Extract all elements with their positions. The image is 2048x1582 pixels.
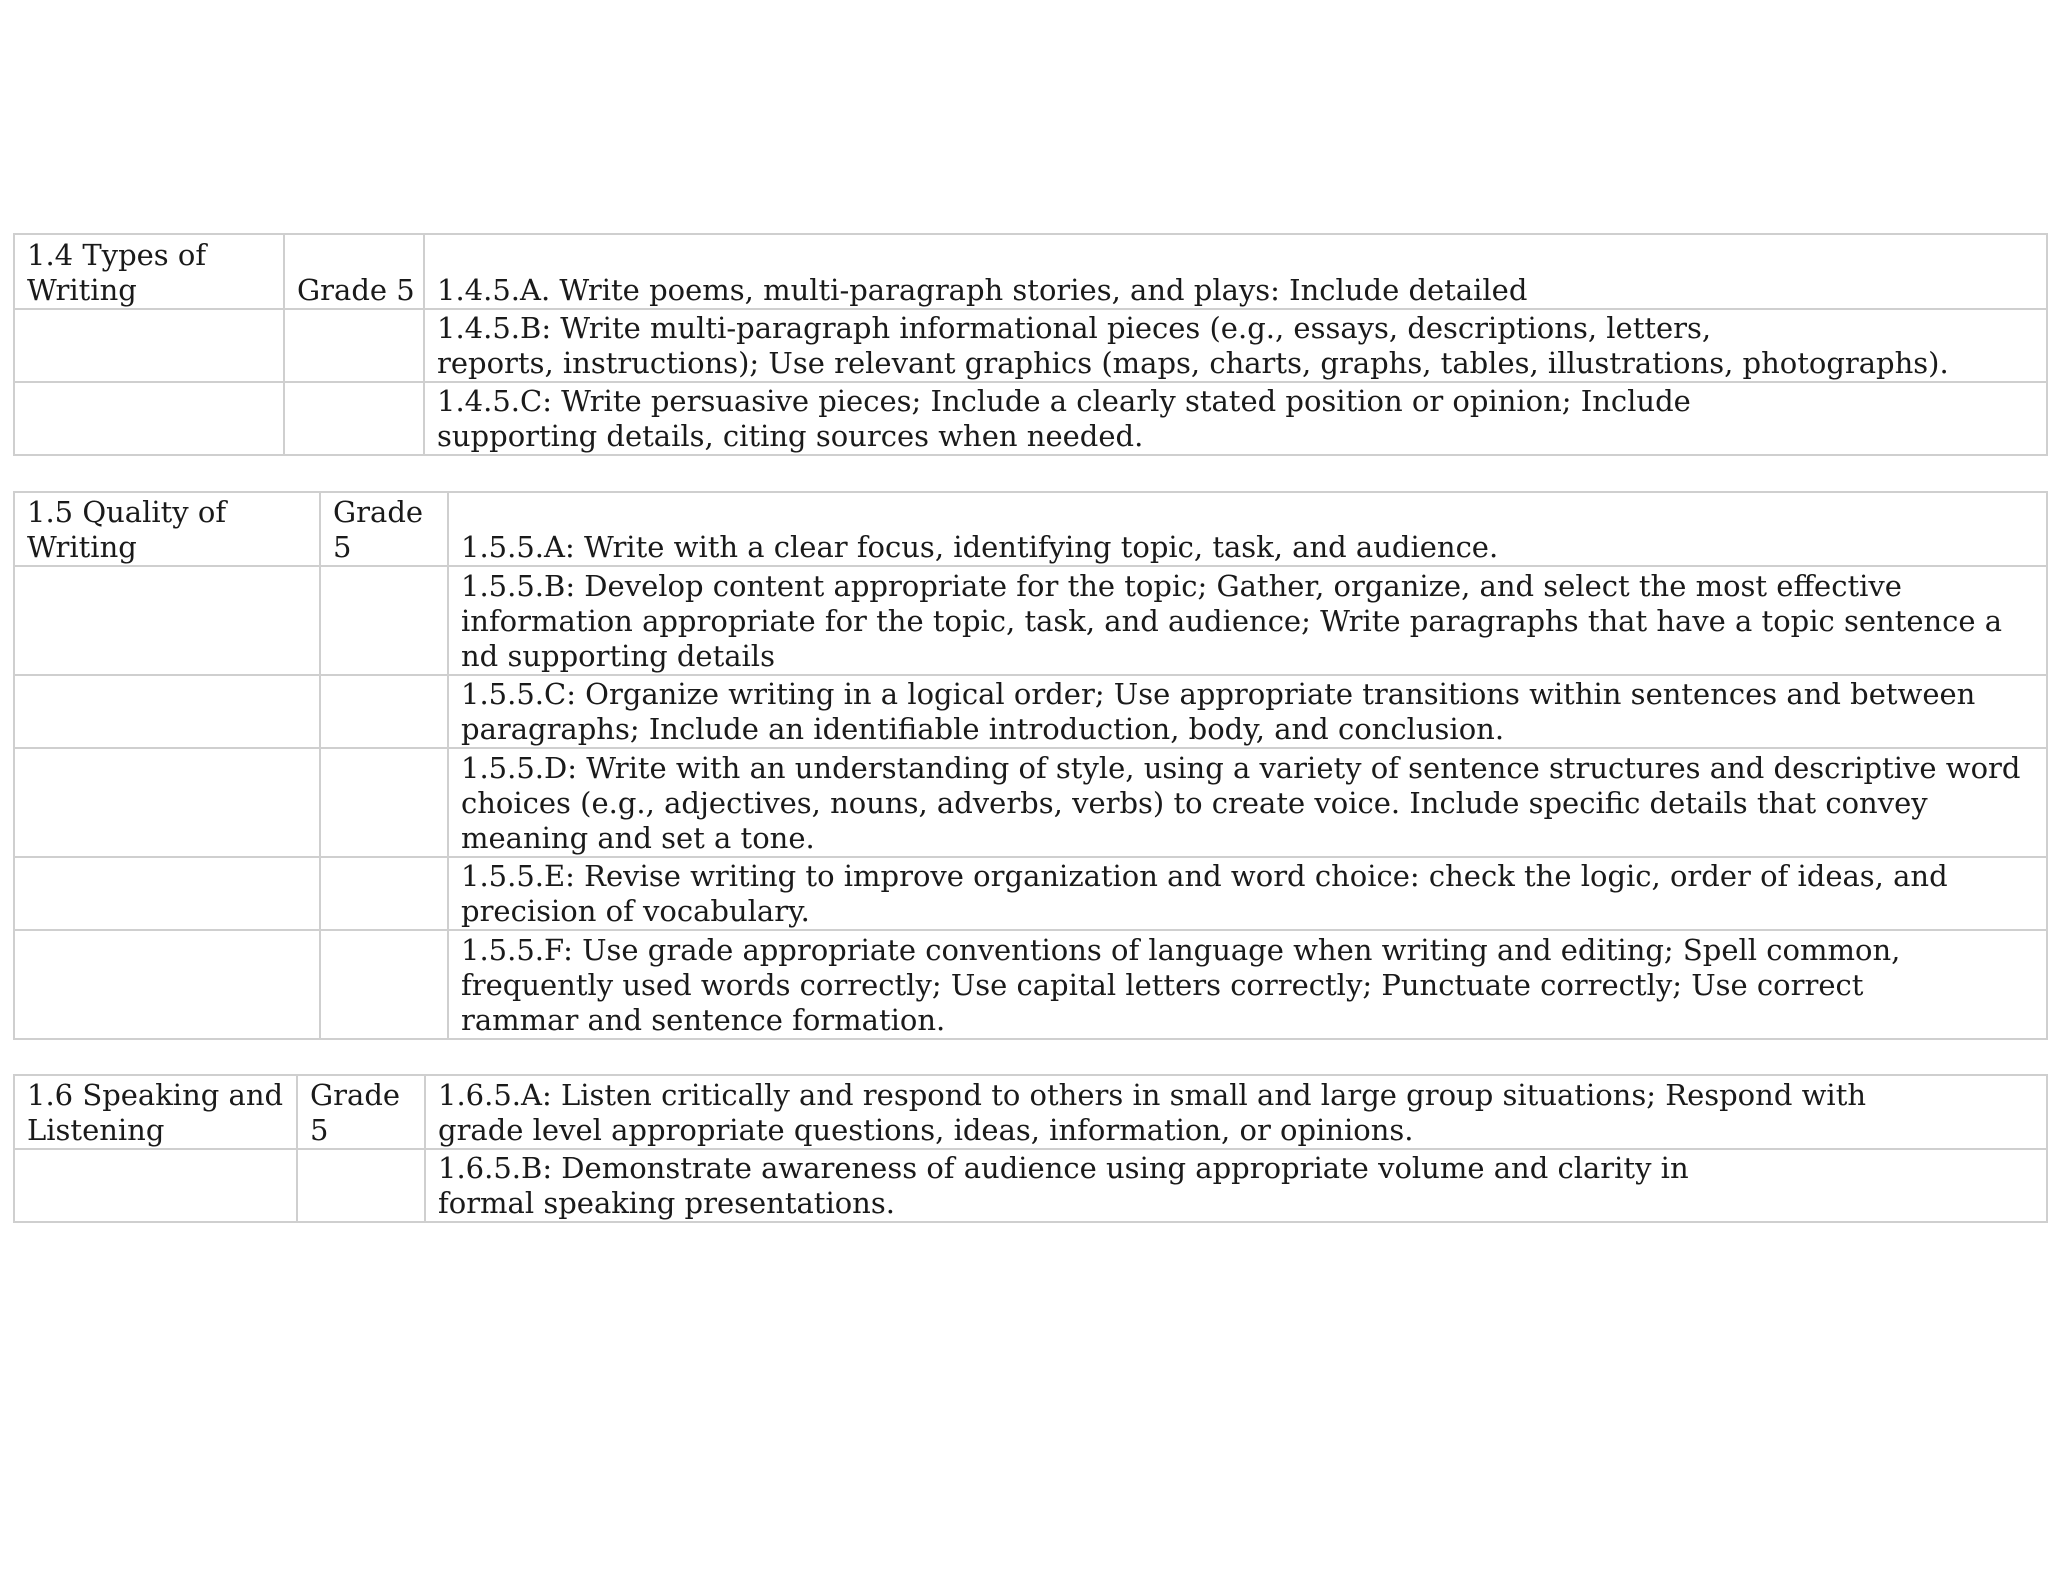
table-row [14,857,2047,930]
standard-line: 1.5.5.A: Write with a clear focus, identifying topic, task, and audience. [461,530,1499,564]
standard-line: frequently used words correctly; Use capital letters correctly; Punctuate correctly; Use correct [461,968,1864,1002]
table-row [14,1149,2047,1222]
standard-cell [448,857,2047,930]
standard-cell [448,566,2047,675]
section-title-line: Writing [27,530,137,564]
empty-cell [14,930,320,1039]
standard-cell [448,748,2047,857]
standard-line: nd supporting details [461,639,775,673]
section-title-line: 1.6 Speaking and [27,1078,284,1112]
empty-cell [320,675,448,748]
standard-line: paragraphs; Include an identifiable introduction, body, and conclusion. [461,712,1505,746]
empty-cell [14,566,320,675]
standard-cell [448,930,2047,1039]
grade-label: 5 [333,530,352,564]
standard-cell [424,234,2047,309]
table-row [14,930,2047,1039]
section-title-cell [14,492,320,566]
empty-cell [284,382,424,455]
standard-line: 1.5.5.C: Organize writing in a logical order; Use appropriate transitions within sentences and between [461,677,1976,711]
standard-line: formal speaking presentations. [438,1186,895,1220]
table-row [14,309,2047,382]
grade-label: Grade 5 [297,273,415,307]
section-title-line: Writing [27,273,137,307]
standard-line: rammar and sentence formation. [461,1003,946,1037]
standard-line: meaning and set a tone. [461,821,815,855]
table-row [14,748,2047,857]
grade-label: 5 [310,1113,329,1147]
standards-table-speaking-and-listening [13,1074,2048,1223]
standard-line: 1.5.5.F: Use grade appropriate conventions of language when writing and editing; Spell common, [461,933,1901,967]
empty-cell [320,930,448,1039]
grade-cell [320,492,448,566]
section-title-cell [14,234,284,309]
standard-line: 1.6.5.A: Listen critically and respond to others in small and large group situations; Respond with [438,1078,1867,1112]
empty-cell [14,1149,297,1222]
empty-cell [297,1149,425,1222]
table-row [14,675,2047,748]
table-row [14,1075,2047,1149]
standard-cell [424,382,2047,455]
empty-cell [284,309,424,382]
section-title-line: 1.5 Quality of [27,495,227,529]
section-title-line: 1.4 Types of [27,238,207,272]
table-row [14,492,2047,566]
grade-cell [297,1075,425,1149]
empty-cell [14,309,284,382]
standard-cell [425,1075,2047,1149]
empty-cell [14,857,320,930]
standard-line: 1.6.5.B: Demonstrate awareness of audience using appropriate volume and clarity in [438,1151,1689,1185]
standard-line: 1.5.5.B: Develop content appropriate for the topic; Gather, organize, and select the most effective [461,569,1902,603]
standard-cell [425,1149,2047,1222]
empty-cell [14,675,320,748]
empty-cell [14,748,320,857]
standards-table-types-of-writing [13,233,2048,456]
empty-cell [14,382,284,455]
standard-line: supporting details, citing sources when needed. [437,419,1144,453]
standard-line: 1.4.5.A. Write poems, multi-paragraph stories, and plays: Include detailed [437,273,1528,307]
table-row [14,234,2047,309]
standard-line: 1.4.5.B: Write multi-paragraph informational pieces (e.g., essays, descriptions, letters, [437,311,1712,345]
standard-line: 1.5.5.D: Write with an understanding of style, using a variety of sentence structures and descriptive word [461,751,2021,785]
section-title-line: Listening [27,1113,165,1147]
standard-line: precision of vocabulary. [461,894,810,928]
empty-cell [320,857,448,930]
standard-line: reports, instructions); Use relevant graphics (maps, charts, graphs, tables, illustrations, photographs). [437,346,1949,380]
empty-cell [320,566,448,675]
standard-line: grade level appropriate questions, ideas, information, or opinions. [438,1113,1414,1147]
standards-table-quality-of-writing [13,491,2048,1040]
standard-line: 1.4.5.C: Write persuasive pieces; Include a clearly stated position or opinion; Include [437,384,1691,418]
standard-cell [448,675,2047,748]
standard-line: 1.5.5.E: Revise writing to improve organization and word choice: check the logic, order of ideas, and [461,859,1948,893]
grade-label: Grade [310,1078,401,1112]
empty-cell [320,748,448,857]
table-row [14,382,2047,455]
standard-cell [448,492,2047,566]
grade-cell [284,234,424,309]
standard-line: information appropriate for the topic, task, and audience; Write paragraphs that have a topic sentence a [461,604,2003,638]
table-row [14,566,2047,675]
standard-cell [424,309,2047,382]
grade-label: Grade [333,495,424,529]
standard-line: choices (e.g., adjectives, nouns, adverbs, verbs) to create voice. Include specific details that convey [461,786,1928,820]
section-title-cell [14,1075,297,1149]
